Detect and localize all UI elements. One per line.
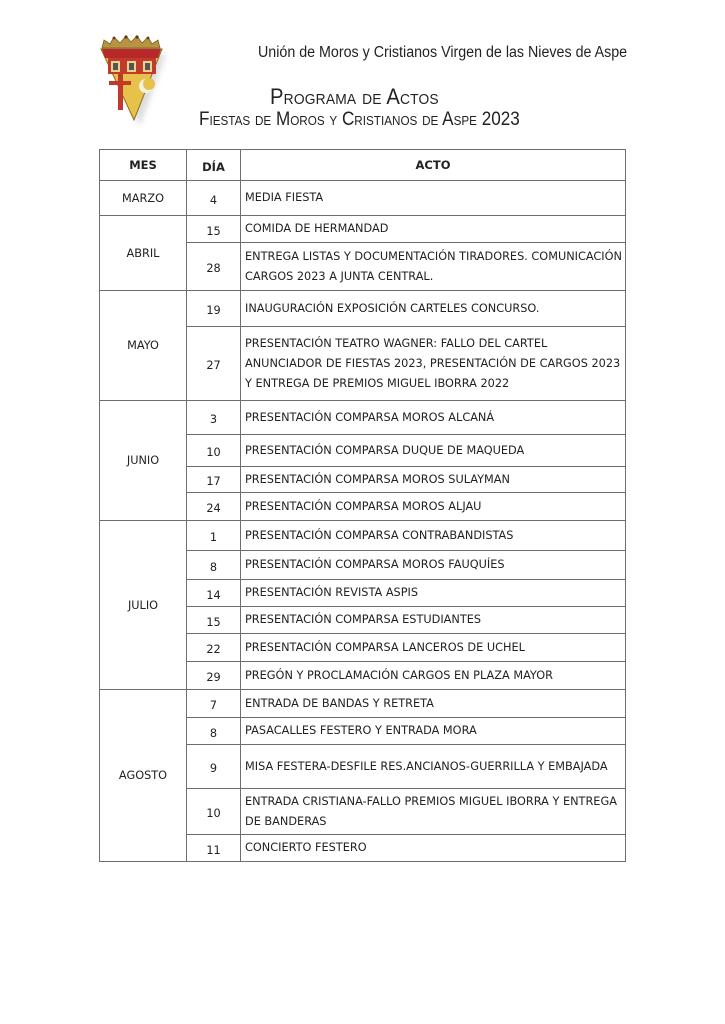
month-cell: JUNIO xyxy=(100,401,187,521)
table-row xyxy=(100,401,626,435)
event-cell: PRESENTACIÓN REVISTA ASPIS xyxy=(241,580,626,607)
event-cell: PRESENTACIÓN COMPARSA MOROS ALCANÁ xyxy=(241,401,626,435)
day-cell: 11 xyxy=(187,835,241,862)
month-cell: ABRIL xyxy=(100,216,187,291)
day-cell: 15 xyxy=(187,216,241,243)
event-cell: ENTREGA LISTAS Y DOCUMENTACIÓN TIRADORES. COMUNICACIÓN CARGOS 2023 A JUNTA CENTRAL. xyxy=(241,243,626,291)
program-table xyxy=(99,149,626,862)
day-cell: 9 xyxy=(187,745,241,789)
day-cell: 17 xyxy=(187,467,241,493)
table-row xyxy=(100,291,626,327)
event-cell: PRESENTACIÓN COMPARSA DUQUE DE MAQUEDA xyxy=(241,435,626,467)
column-header-acto: ACTO xyxy=(241,150,626,181)
column-header-mes: MES xyxy=(100,150,187,181)
day-cell: 29 xyxy=(187,662,241,690)
day-cell: 8 xyxy=(187,718,241,745)
month-cell: JULIO xyxy=(100,521,187,690)
column-header-dia: DÍA xyxy=(187,150,241,181)
day-cell: 14 xyxy=(187,580,241,607)
day-cell: 10 xyxy=(187,435,241,467)
day-cell: 1 xyxy=(187,521,241,551)
event-cell: PREGÓN Y PROCLAMACIÓN CARGOS EN PLAZA MAYOR xyxy=(241,662,626,690)
event-cell: PRESENTACIÓN COMPARSA CONTRABANDISTAS xyxy=(241,521,626,551)
coat-of-arms-logo xyxy=(96,34,170,130)
day-cell: 19 xyxy=(187,291,241,327)
event-cell: PRESENTACIÓN COMPARSA MOROS FAUQUÍES xyxy=(241,551,626,580)
page-title: Programa de Actos xyxy=(270,84,439,109)
day-cell: 8 xyxy=(187,551,241,580)
month-cell: AGOSTO xyxy=(100,690,187,862)
table-row xyxy=(100,181,626,216)
month-cell: MAYO xyxy=(100,291,187,401)
table-body xyxy=(100,181,626,862)
day-cell: 4 xyxy=(187,181,241,216)
event-cell: ENTRADA CRISTIANA-FALLO PREMIOS MIGUEL IBORRA Y ENTREGA DE BANDERAS xyxy=(241,789,626,835)
day-cell: 3 xyxy=(187,401,241,435)
organization-name: Unión de Moros y Cristianos Virgen de las Nieves de Aspe xyxy=(258,44,628,61)
event-cell: PRESENTACIÓN COMPARSA LANCEROS DE UCHEL xyxy=(241,634,626,662)
day-cell: 15 xyxy=(187,607,241,634)
table-row xyxy=(100,521,626,551)
event-cell: PRESENTACIÓN COMPARSA MOROS SULAYMAN xyxy=(241,467,626,493)
table-header-row xyxy=(100,150,626,181)
table-row xyxy=(100,216,626,243)
day-cell: 27 xyxy=(187,327,241,401)
event-cell: PASACALLES FESTERO Y ENTRADA MORA xyxy=(241,718,626,745)
day-cell: 7 xyxy=(187,690,241,718)
coat-of-arms-icon xyxy=(96,34,170,130)
day-cell: 10 xyxy=(187,789,241,835)
event-cell: PRESENTACIÓN TEATRO WAGNER: FALLO DEL CARTEL ANUNCIADOR DE FIESTAS 2023, PRESENTACIÓN DE CARGOS 2023 Y ENTREGA DE PREMIOS MIGUEL IBORRA 2022 xyxy=(241,327,626,401)
page-subtitle: Fiestas de Moros y Cristianos de Aspe 2023 xyxy=(199,109,520,130)
month-cell: MARZO xyxy=(100,181,187,216)
event-cell: PRESENTACIÓN COMPARSA ESTUDIANTES xyxy=(241,607,626,634)
event-cell: PRESENTACIÓN COMPARSA MOROS ALJAU xyxy=(241,493,626,521)
day-cell: 22 xyxy=(187,634,241,662)
day-cell: 28 xyxy=(187,243,241,291)
event-cell: MISA FESTERA-DESFILE RES.ANCIANOS-GUERRILLA Y EMBAJADA xyxy=(241,745,626,789)
event-cell: COMIDA DE HERMANDAD xyxy=(241,216,626,243)
event-cell: INAUGURACIÓN EXPOSICIÓN CARTELES CONCURSO. xyxy=(241,291,626,327)
event-cell: MEDIA FIESTA xyxy=(241,181,626,216)
event-cell: CONCIERTO FESTERO xyxy=(241,835,626,862)
table-row xyxy=(100,690,626,718)
day-cell: 24 xyxy=(187,493,241,521)
event-cell: ENTRADA DE BANDAS Y RETRETA xyxy=(241,690,626,718)
